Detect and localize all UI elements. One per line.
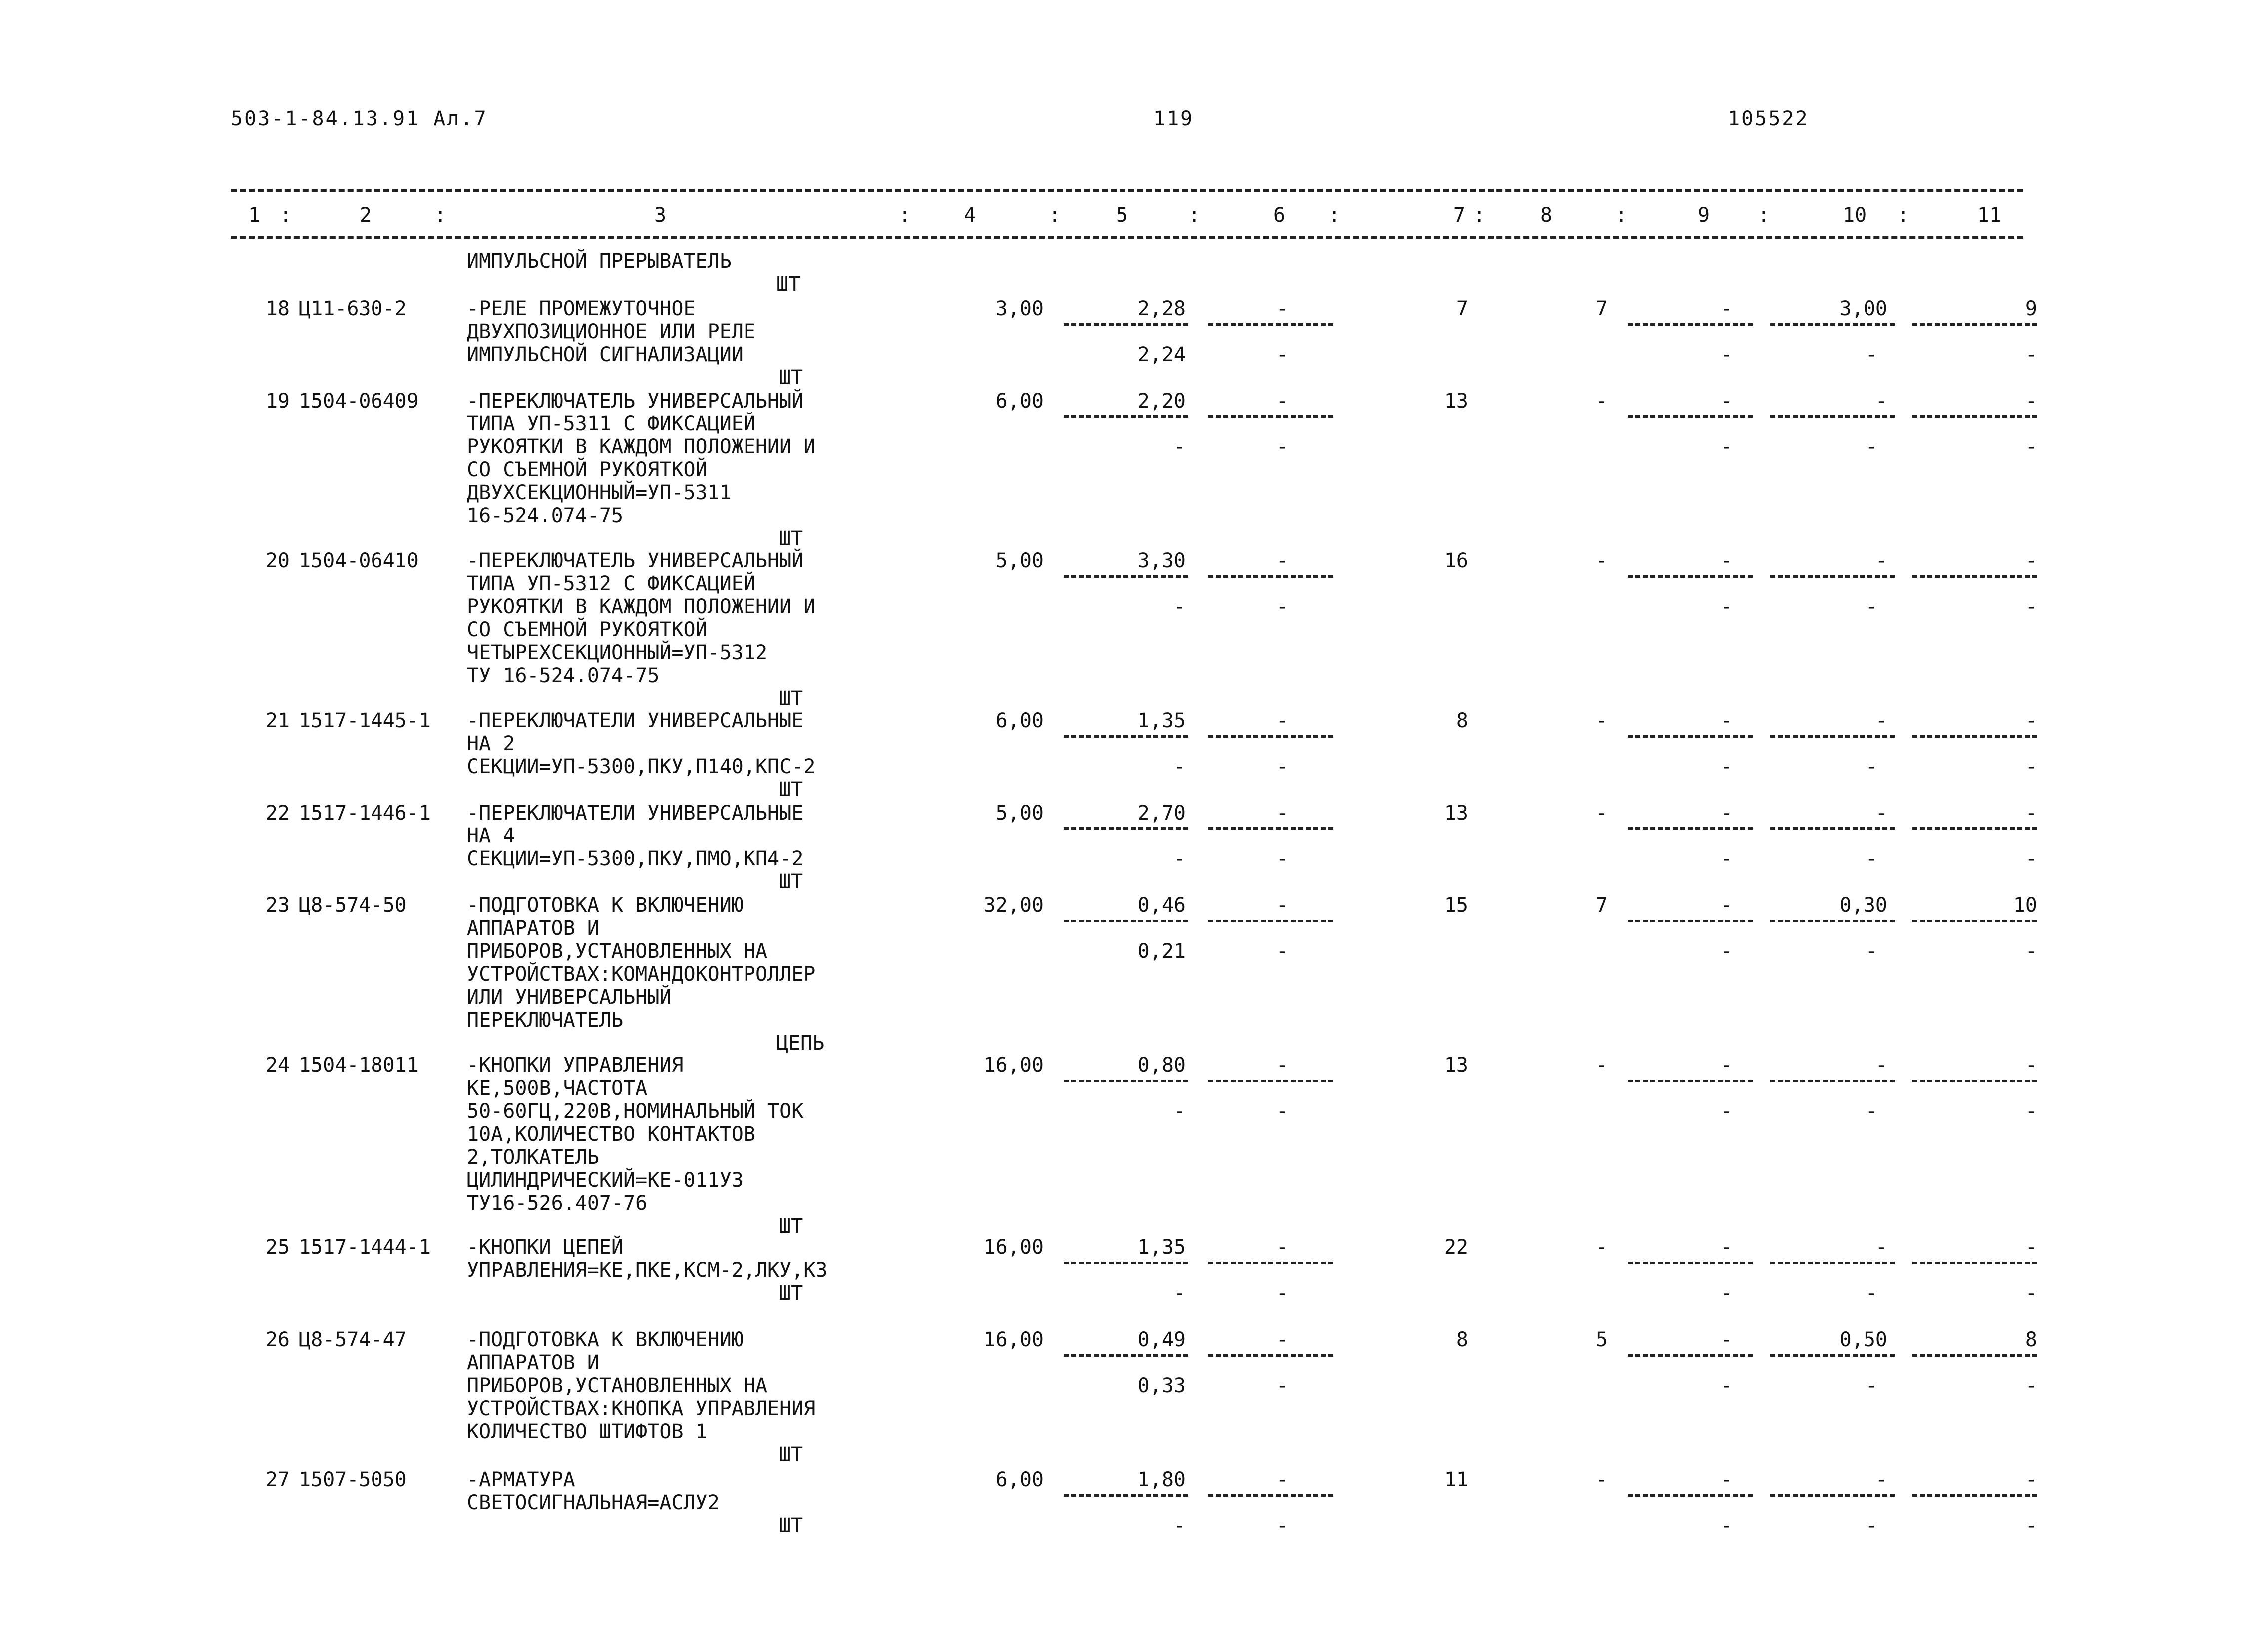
column-header-6: 6 bbox=[1273, 204, 1286, 227]
col6-secondary-value: - bbox=[1276, 1514, 1288, 1537]
col5-value: 0,46 bbox=[1137, 894, 1186, 917]
col7-value: 11 bbox=[1444, 1468, 1468, 1491]
col10-secondary-value: - bbox=[1865, 755, 1877, 778]
col8-value: - bbox=[1595, 709, 1608, 732]
resource-description: -КНОПКИ ЦЕПЕЙ УПРАВЛЕНИЯ=КЕ,ПКЕ,КСМ-2,ЛКУ,К3 bbox=[467, 1236, 828, 1282]
subtotal-rule bbox=[1064, 1494, 1188, 1497]
subtotal-rule bbox=[1208, 575, 1333, 578]
column-separator: : bbox=[1615, 204, 1628, 227]
subtotal-rule bbox=[1770, 1354, 1895, 1357]
col8-value: - bbox=[1595, 1468, 1608, 1491]
col10-value: 3,00 bbox=[1839, 297, 1887, 320]
subtotal-rule bbox=[1064, 735, 1188, 738]
resource-code: 1507-5050 bbox=[299, 1468, 407, 1491]
subtotal-rule bbox=[1064, 575, 1188, 578]
col5-secondary-value: - bbox=[1173, 1100, 1186, 1123]
resource-code: 1517-1444-1 bbox=[299, 1236, 431, 1259]
col11-value: - bbox=[2025, 390, 2037, 413]
col11-secondary-value: - bbox=[2025, 940, 2037, 963]
subtotal-rule bbox=[1208, 1080, 1333, 1082]
resource-description: -РЕЛЕ ПРОМЕЖУТОЧНОЕ ДВУХПОЗИЦИОННОЕ ИЛИ РЕЛЕ ИМПУЛЬСНОЙ СИГНАЛИЗАЦИИ bbox=[467, 297, 755, 366]
subtotal-rule bbox=[1064, 827, 1188, 830]
resource-description: -ПЕРЕКЛЮЧАТЕЛИ УНИВЕРСАЛЬНЫЕ НА 2 СЕКЦИИ=УП-5300,ПКУ,П140,КПС-2 bbox=[467, 709, 816, 778]
column-separator: : bbox=[1049, 204, 1061, 227]
row-number: 26 bbox=[265, 1328, 290, 1351]
subtotal-rule bbox=[1912, 1354, 2037, 1357]
col9-value: - bbox=[1720, 390, 1733, 413]
column-header-8: 8 bbox=[1540, 204, 1553, 227]
col10-value: - bbox=[1875, 709, 1887, 732]
resource-code: Ц8-574-47 bbox=[299, 1328, 407, 1351]
col9-secondary-value: - bbox=[1720, 1514, 1733, 1537]
subtotal-rule bbox=[1912, 575, 2037, 578]
col8-value: - bbox=[1595, 549, 1608, 572]
col11-secondary-value: - bbox=[2025, 595, 2037, 618]
col5-value: 3,30 bbox=[1137, 549, 1186, 572]
col11-value: 8 bbox=[2025, 1328, 2037, 1351]
row-number: 23 bbox=[265, 894, 290, 917]
col6-secondary-value: - bbox=[1276, 940, 1288, 963]
row-number: 24 bbox=[265, 1054, 290, 1077]
col9-value: - bbox=[1720, 1468, 1733, 1491]
quantity-value: 16,00 bbox=[983, 1054, 1044, 1077]
quantity-value: 6,00 bbox=[995, 1468, 1044, 1491]
column-header-3: 3 bbox=[654, 204, 667, 227]
row-number: 20 bbox=[265, 549, 290, 572]
col5-value: 0,49 bbox=[1137, 1328, 1186, 1351]
col7-value: 13 bbox=[1444, 802, 1468, 825]
subtotal-rule bbox=[1208, 323, 1333, 326]
col5-secondary-value: - bbox=[1173, 595, 1186, 618]
col11-value: - bbox=[2025, 709, 2037, 732]
col8-value: - bbox=[1595, 1236, 1608, 1259]
quantity-value: 16,00 bbox=[983, 1328, 1044, 1351]
col6-secondary-value: - bbox=[1276, 1374, 1288, 1397]
col6-value: - bbox=[1276, 297, 1288, 320]
subtotal-rule bbox=[1770, 415, 1895, 418]
unit-of-measure: ШТ bbox=[779, 1514, 803, 1537]
col9-secondary-value: - bbox=[1720, 755, 1733, 778]
col6-secondary-value: - bbox=[1276, 343, 1288, 366]
subtotal-rule bbox=[1628, 575, 1753, 578]
page-number: 119 bbox=[1153, 107, 1194, 130]
subtotal-rule bbox=[1208, 827, 1333, 830]
col11-secondary-value: - bbox=[2025, 1282, 2037, 1305]
column-header-11: 11 bbox=[1977, 204, 2002, 227]
resource-code: 1504-18011 bbox=[299, 1054, 419, 1077]
col5-secondary-value: - bbox=[1173, 755, 1186, 778]
column-separator: : bbox=[1897, 204, 1910, 227]
col10-secondary-value: - bbox=[1865, 595, 1877, 618]
col7-value: 8 bbox=[1456, 709, 1468, 732]
quantity-value: 6,00 bbox=[995, 709, 1044, 732]
subtotal-rule bbox=[1064, 920, 1188, 922]
unit-of-measure: ЦЕПЬ bbox=[776, 1032, 825, 1055]
row-number: 27 bbox=[265, 1468, 290, 1491]
unit-of-measure: ШТ bbox=[779, 1282, 803, 1305]
subtotal-rule bbox=[1912, 1262, 2037, 1264]
resource-code: 1504-06410 bbox=[299, 549, 419, 572]
col9-secondary-value: - bbox=[1720, 343, 1733, 366]
quantity-value: 6,00 bbox=[995, 390, 1044, 413]
col11-secondary-value: - bbox=[2025, 435, 2037, 458]
col5-value: 1,35 bbox=[1137, 709, 1186, 732]
col5-value: 2,20 bbox=[1137, 390, 1186, 413]
subtotal-rule bbox=[1912, 827, 2037, 830]
subtotal-rule bbox=[1064, 323, 1188, 326]
unit-of-measure: ШТ bbox=[779, 1215, 803, 1238]
col9-secondary-value: - bbox=[1720, 435, 1733, 458]
quantity-value: 16,00 bbox=[983, 1236, 1044, 1259]
resource-code: 1504-06409 bbox=[299, 390, 419, 413]
subtotal-rule bbox=[1912, 323, 2037, 326]
subtotal-rule bbox=[1770, 1494, 1895, 1497]
subtotal-rule bbox=[1628, 1262, 1753, 1264]
col11-value: - bbox=[2025, 549, 2037, 572]
column-separator: : bbox=[280, 204, 292, 227]
col5-value: 0,80 bbox=[1137, 1054, 1186, 1077]
unit-of-measure: ШТ bbox=[779, 778, 803, 801]
col5-secondary-value: - bbox=[1173, 1282, 1186, 1305]
column-separator: : bbox=[1188, 204, 1201, 227]
col6-value: - bbox=[1276, 1236, 1288, 1259]
col10-secondary-value: - bbox=[1865, 1514, 1877, 1537]
subtotal-rule bbox=[1628, 415, 1753, 418]
col7-value: 22 bbox=[1444, 1236, 1468, 1259]
column-separator: : bbox=[1328, 204, 1341, 227]
subtotal-rule bbox=[1770, 735, 1895, 738]
col9-value: - bbox=[1720, 802, 1733, 825]
col6-value: - bbox=[1276, 894, 1288, 917]
col6-value: - bbox=[1276, 1328, 1288, 1351]
col11-value: - bbox=[2025, 1236, 2037, 1259]
resource-description: -ПОДГОТОВКА К ВКЛЮЧЕНИЮ АППАРАТОВ И ПРИБОРОВ,УСТАНОВЛЕННЫХ НА УСТРОЙСТВАХ:КОМАНДОКОНТРОЛЛЕР ИЛИ УНИВЕРСАЛЬНЫЙ ПЕРЕКЛЮЧАТЕЛЬ bbox=[467, 894, 816, 1032]
subtotal-rule bbox=[1912, 415, 2037, 418]
col6-value: - bbox=[1276, 709, 1288, 732]
column-header-2: 2 bbox=[360, 204, 372, 227]
resource-description: -ПЕРЕКЛЮЧАТЕЛЬ УНИВЕРСАЛЬНЫЙ ТИПА УП-5312 С ФИКСАЦИЕЙ РУКОЯТКИ В КАЖДОМ ПОЛОЖЕНИИ И СО СЪЕМНОЙ РУКОЯТКОЙ ЧЕТЫРЕХСЕКЦИОННЫЙ=УП-5312 ТУ 16-524.074-75 bbox=[467, 549, 816, 687]
col9-secondary-value: - bbox=[1720, 1100, 1733, 1123]
subtotal-rule bbox=[1064, 1354, 1188, 1357]
col10-secondary-value: - bbox=[1865, 1282, 1877, 1305]
subtotal-rule bbox=[1628, 323, 1753, 326]
row-number: 19 bbox=[265, 390, 290, 413]
column-separator: : bbox=[1473, 204, 1486, 227]
col8-value: - bbox=[1595, 1054, 1608, 1077]
row-number: 22 bbox=[265, 802, 290, 825]
col7-value: 8 bbox=[1456, 1328, 1468, 1351]
column-header-5: 5 bbox=[1116, 204, 1128, 227]
col10-value: - bbox=[1875, 1054, 1887, 1077]
unit-of-measure: ШТ bbox=[779, 687, 803, 710]
subtotal-rule bbox=[1912, 1080, 2037, 1082]
subtotal-rule bbox=[1912, 920, 2037, 922]
subtotal-rule bbox=[1628, 1354, 1753, 1357]
col8-value: 7 bbox=[1595, 894, 1608, 917]
col8-value: 5 bbox=[1595, 1328, 1608, 1351]
col5-value: 2,28 bbox=[1137, 297, 1186, 320]
col11-secondary-value: - bbox=[2025, 343, 2037, 366]
col9-value: - bbox=[1720, 1054, 1733, 1077]
subtotal-rule bbox=[1208, 735, 1333, 738]
col9-secondary-value: - bbox=[1720, 940, 1733, 963]
col11-secondary-value: - bbox=[2025, 1374, 2037, 1397]
col5-secondary-value: - bbox=[1173, 1514, 1186, 1537]
quantity-value: 5,00 bbox=[995, 549, 1044, 572]
col6-secondary-value: - bbox=[1276, 755, 1288, 778]
col7-value: 7 bbox=[1456, 297, 1468, 320]
resource-description: -ПОДГОТОВКА К ВКЛЮЧЕНИЮ АППАРАТОВ И ПРИБОРОВ,УСТАНОВЛЕННЫХ НА УСТРОЙСТВАХ:КНОПКА УПРАВЛЕНИЯ КОЛИЧЕСТВО ШТИФТОВ 1 bbox=[467, 1328, 816, 1443]
col11-secondary-value: - bbox=[2025, 755, 2037, 778]
column-separator: : bbox=[434, 204, 447, 227]
col10-secondary-value: - bbox=[1865, 847, 1877, 870]
col9-value: - bbox=[1720, 1328, 1733, 1351]
col5-secondary-value: 0,33 bbox=[1137, 1374, 1186, 1397]
col6-value: - bbox=[1276, 802, 1288, 825]
subtotal-rule bbox=[1208, 1494, 1333, 1497]
col11-value: 9 bbox=[2025, 297, 2037, 320]
col5-value: 2,70 bbox=[1137, 802, 1186, 825]
subtotal-rule bbox=[1770, 827, 1895, 830]
carry-over-description: ИМПУЛЬСНОЙ ПРЕРЫВАТЕЛЬ bbox=[467, 250, 732, 273]
col10-secondary-value: - bbox=[1865, 940, 1877, 963]
subtotal-rule bbox=[1208, 1262, 1333, 1264]
subtotal-rule bbox=[1770, 323, 1895, 326]
col5-value: 1,80 bbox=[1137, 1468, 1186, 1491]
col10-value: 0,30 bbox=[1839, 894, 1887, 917]
col6-secondary-value: - bbox=[1276, 595, 1288, 618]
column-separator: : bbox=[1758, 204, 1770, 227]
col10-value: - bbox=[1875, 802, 1887, 825]
subtotal-rule bbox=[1208, 415, 1333, 418]
subtotal-rule bbox=[1912, 735, 2037, 738]
quantity-value: 32,00 bbox=[983, 894, 1044, 917]
resource-code: Ц11-630-2 bbox=[299, 297, 407, 320]
col6-secondary-value: - bbox=[1276, 1282, 1288, 1305]
column-header-1: 1 bbox=[248, 204, 261, 227]
col7-value: 15 bbox=[1444, 894, 1468, 917]
unit-of-measure: ШТ bbox=[779, 870, 803, 893]
col8-value: 7 bbox=[1595, 297, 1608, 320]
col11-secondary-value: - bbox=[2025, 1100, 2037, 1123]
col10-value: - bbox=[1875, 1236, 1887, 1259]
column-separator: : bbox=[899, 204, 911, 227]
col6-secondary-value: - bbox=[1276, 435, 1288, 458]
carry-over-unit: ШТ bbox=[776, 273, 801, 296]
col10-value: 0,50 bbox=[1839, 1328, 1887, 1351]
col6-secondary-value: - bbox=[1276, 847, 1288, 870]
sheet-code: 105522 bbox=[1728, 107, 1809, 130]
col7-value: 13 bbox=[1444, 1054, 1468, 1077]
resource-code: 1517-1446-1 bbox=[299, 802, 431, 825]
unit-of-measure: ШТ bbox=[779, 1443, 803, 1466]
col10-value: - bbox=[1875, 1468, 1887, 1491]
col5-secondary-value: - bbox=[1173, 847, 1186, 870]
subtotal-rule bbox=[1912, 1494, 2037, 1497]
subtotal-rule bbox=[1628, 827, 1753, 830]
subtotal-rule bbox=[1064, 1262, 1188, 1264]
col7-value: 13 bbox=[1444, 390, 1468, 413]
col5-value: 1,35 bbox=[1137, 1236, 1186, 1259]
subtotal-rule bbox=[1770, 575, 1895, 578]
subtotal-rule bbox=[1770, 1262, 1895, 1264]
col9-value: - bbox=[1720, 1236, 1733, 1259]
column-header-7: 7 bbox=[1453, 204, 1466, 227]
col7-value: 16 bbox=[1444, 549, 1468, 572]
resource-description: -ПЕРЕКЛЮЧАТЕЛЬ УНИВЕРСАЛЬНЫЙ ТИПА УП-5311 С ФИКСАЦИЕЙ РУКОЯТКИ В КАЖДОМ ПОЛОЖЕНИИ И СО СЪЕМНОЙ РУКОЯТКОЙ ДВУХСЕКЦИОННЫЙ=УП-5311 16-524.074-75 bbox=[467, 390, 816, 527]
subtotal-rule bbox=[1770, 1080, 1895, 1082]
row-number: 25 bbox=[265, 1236, 290, 1259]
subtotal-rule bbox=[1628, 1494, 1753, 1497]
column-header-10: 10 bbox=[1843, 204, 1867, 227]
col9-value: - bbox=[1720, 549, 1733, 572]
column-header-4: 4 bbox=[964, 204, 976, 227]
col5-secondary-value: 0,21 bbox=[1137, 940, 1186, 963]
resource-code: 1517-1445-1 bbox=[299, 709, 431, 732]
subtotal-rule bbox=[1208, 1354, 1333, 1357]
resource-description: -КНОПКИ УПРАВЛЕНИЯ КЕ,500В,ЧАСТОТА 50-60ГЦ,220В,НОМИНАЛЬНЫЙ ТОК 10А,КОЛИЧЕСТВО КОНТАКТОВ 2,ТОЛКАТЕЛЬ ЦИЛИНДРИЧЕСКИЙ=КЕ-011У3 ТУ16-526.407-76 bbox=[467, 1054, 804, 1215]
col11-secondary-value: - bbox=[2025, 1514, 2037, 1537]
subtotal-rule bbox=[1064, 415, 1188, 418]
subtotal-rule bbox=[1628, 735, 1753, 738]
col5-secondary-value: 2,24 bbox=[1137, 343, 1186, 366]
resource-code: Ц8-574-50 bbox=[299, 894, 407, 917]
col9-value: - bbox=[1720, 894, 1733, 917]
col11-secondary-value: - bbox=[2025, 847, 2037, 870]
col10-value: - bbox=[1875, 549, 1887, 572]
header-bottom-rule bbox=[231, 236, 2023, 239]
col8-value: - bbox=[1595, 390, 1608, 413]
col8-value: - bbox=[1595, 802, 1608, 825]
document-code: 503-1-84.13.91 Ал.7 bbox=[231, 107, 488, 130]
col9-secondary-value: - bbox=[1720, 595, 1733, 618]
header-top-rule bbox=[231, 189, 2023, 192]
subtotal-rule bbox=[1064, 1080, 1188, 1082]
col9-secondary-value: - bbox=[1720, 1282, 1733, 1305]
col10-secondary-value: - bbox=[1865, 435, 1877, 458]
col10-value: - bbox=[1875, 390, 1887, 413]
resource-description: -ПЕРЕКЛЮЧАТЕЛИ УНИВЕРСАЛЬНЫЕ НА 4 СЕКЦИИ=УП-5300,ПКУ,ПМО,КП4-2 bbox=[467, 802, 804, 870]
quantity-value: 3,00 bbox=[995, 297, 1044, 320]
resource-description: -АРМАТУРА СВЕТОСИГНАЛЬНАЯ=АСЛУ2 bbox=[467, 1468, 720, 1514]
subtotal-rule bbox=[1770, 920, 1895, 922]
col11-value: - bbox=[2025, 802, 2037, 825]
col6-secondary-value: - bbox=[1276, 1100, 1288, 1123]
quantity-value: 5,00 bbox=[995, 802, 1044, 825]
col5-secondary-value: - bbox=[1173, 435, 1186, 458]
col11-value: - bbox=[2025, 1468, 2037, 1491]
column-header-9: 9 bbox=[1698, 204, 1710, 227]
subtotal-rule bbox=[1208, 920, 1333, 922]
col9-value: - bbox=[1720, 709, 1733, 732]
unit-of-measure: ШТ bbox=[779, 527, 803, 550]
subtotal-rule bbox=[1628, 1080, 1753, 1082]
col11-value: - bbox=[2025, 1054, 2037, 1077]
row-number: 18 bbox=[265, 297, 290, 320]
col10-secondary-value: - bbox=[1865, 1374, 1877, 1397]
col10-secondary-value: - bbox=[1865, 343, 1877, 366]
col10-secondary-value: - bbox=[1865, 1100, 1877, 1123]
col6-value: - bbox=[1276, 1054, 1288, 1077]
col11-value: 10 bbox=[2013, 894, 2037, 917]
col6-value: - bbox=[1276, 549, 1288, 572]
col9-secondary-value: - bbox=[1720, 847, 1733, 870]
unit-of-measure: ШТ bbox=[779, 366, 803, 389]
col9-value: - bbox=[1720, 297, 1733, 320]
row-number: 21 bbox=[265, 709, 290, 732]
subtotal-rule bbox=[1628, 920, 1753, 922]
col6-value: - bbox=[1276, 1468, 1288, 1491]
col9-secondary-value: - bbox=[1720, 1374, 1733, 1397]
col6-value: - bbox=[1276, 390, 1288, 413]
